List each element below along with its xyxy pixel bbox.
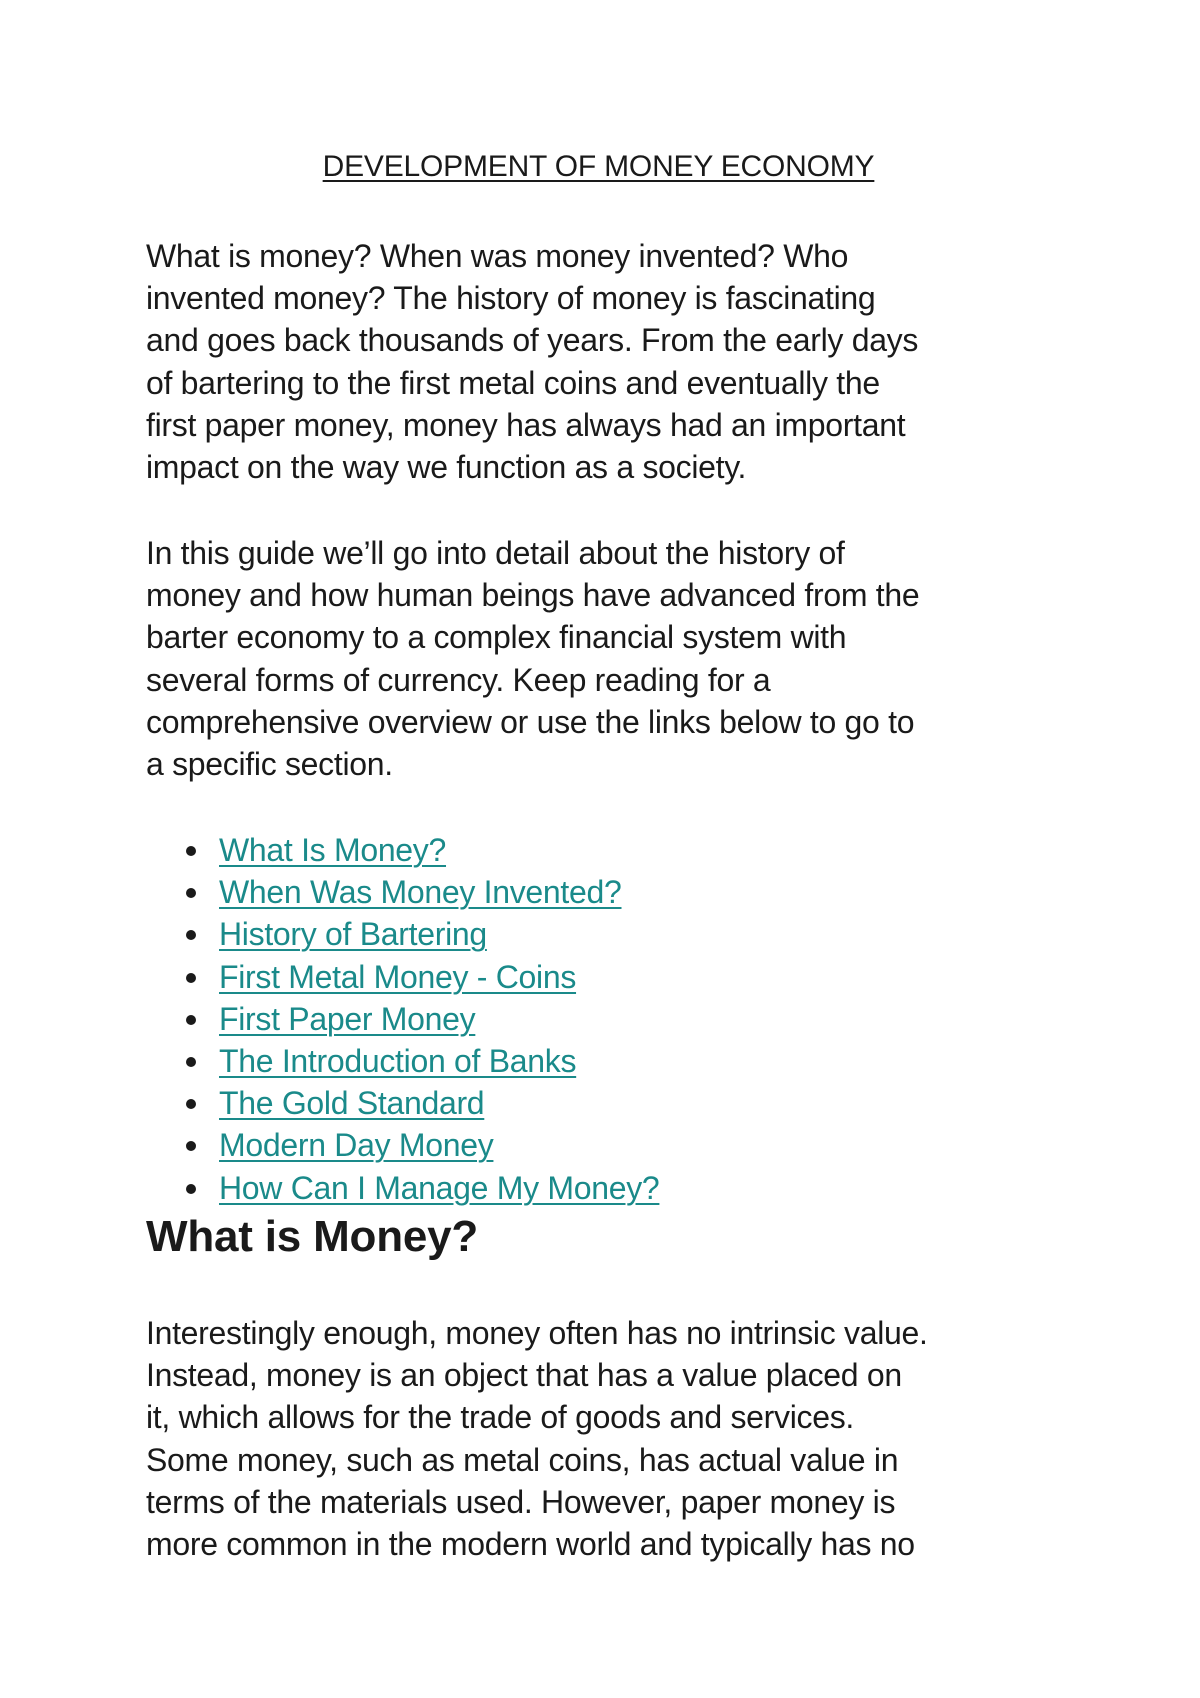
section-line: more common in the modern world and typically has no <box>146 1526 915 1563</box>
list-item <box>186 998 659 1040</box>
link-history-of-bartering[interactable]: History of Bartering <box>219 916 487 953</box>
intro-line: invented money? The history of money is fascinating <box>146 280 876 317</box>
section-line: Some money, such as metal coins, has actual value in <box>146 1441 899 1478</box>
bullet-icon <box>186 973 196 983</box>
section-line: it, which allows for the trade of goods and services. <box>146 1399 855 1436</box>
link-manage-my-money[interactable]: How Can I Manage My Money? <box>219 1169 660 1206</box>
document-title: DEVELOPMENT OF MONEY ECONOMY <box>322 150 875 183</box>
section-links-list <box>186 829 659 1209</box>
intro-paragraph <box>146 235 1076 488</box>
bullet-icon <box>186 1057 196 1067</box>
guide-line: barter economy to a complex financial system with <box>146 619 847 656</box>
section-line: Interestingly enough, money often has no intrinsic value. <box>146 1315 928 1351</box>
bullet-icon <box>186 930 196 940</box>
link-when-was-money-invented[interactable]: When Was Money Invented? <box>219 874 622 911</box>
intro-line: and goes back thousands of years. From the early days <box>146 322 919 359</box>
section-heading: What is Money? <box>146 1212 479 1261</box>
guide-line: comprehensive overview or use the links below to go to <box>146 703 915 740</box>
link-what-is-money[interactable]: What Is Money? <box>219 832 447 868</box>
list-item <box>186 829 659 871</box>
link-first-metal-money[interactable]: First Metal Money - Coins <box>219 958 577 995</box>
link-first-paper-money[interactable]: First Paper Money <box>219 1000 476 1037</box>
guide-line: In this guide we’ll go into detail about the history of <box>146 535 845 571</box>
list-item <box>186 1167 659 1209</box>
guide-line: money and how human beings have advanced from the <box>146 577 920 614</box>
link-modern-day-money[interactable]: Modern Day Money <box>219 1127 494 1164</box>
list-item <box>186 1040 659 1082</box>
bullet-icon <box>186 846 196 856</box>
link-gold-standard[interactable]: The Gold Standard <box>219 1085 485 1122</box>
link-introduction-of-banks[interactable]: The Introduction of Banks <box>219 1043 577 1080</box>
intro-line: first paper money, money has always had an important <box>146 406 906 443</box>
section-paragraph <box>146 1312 1076 1565</box>
list-item <box>186 956 659 998</box>
list-item <box>186 913 659 955</box>
bullet-icon <box>186 1184 196 1194</box>
guide-line: several forms of currency. Keep reading for a <box>146 661 771 698</box>
bullet-icon <box>186 1015 196 1025</box>
list-item <box>186 1082 659 1124</box>
bullet-icon <box>186 888 196 898</box>
intro-line: of bartering to the first metal coins and eventually the <box>146 364 880 401</box>
section-line: Instead, money is an object that has a value placed on <box>146 1357 902 1394</box>
guide-line: a specific section. <box>146 746 393 783</box>
intro-line: impact on the way we function as a society. <box>146 449 747 486</box>
guide-paragraph <box>146 532 1076 785</box>
intro-line: What is money? When was money invented? Who <box>146 238 849 274</box>
bullet-icon <box>186 1141 196 1151</box>
section-line: terms of the materials used. However, paper money is <box>146 1483 896 1520</box>
list-item <box>186 871 659 913</box>
list-item <box>186 1124 659 1166</box>
bullet-icon <box>186 1099 196 1109</box>
